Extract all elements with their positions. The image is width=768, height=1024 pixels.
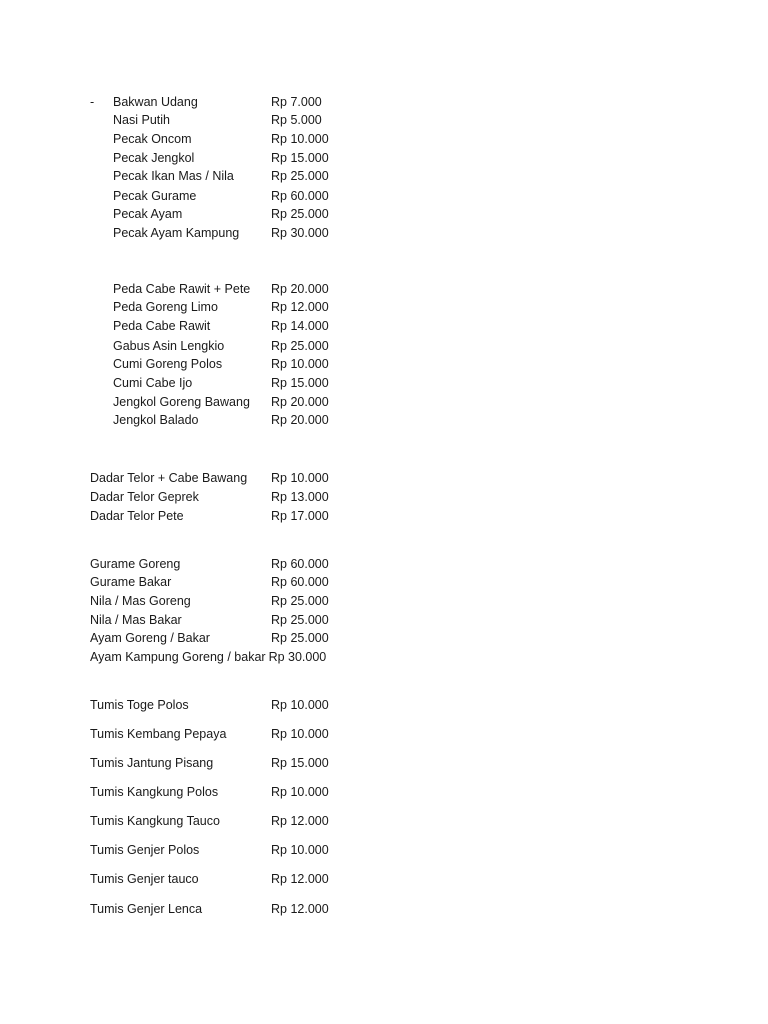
item-price: Rp 15.000 <box>271 756 329 770</box>
item-name: Nila / Mas Goreng <box>90 594 191 608</box>
item-name: Jengkol Goreng Bawang <box>113 395 250 409</box>
item-name: Tumis Genjer Lenca <box>90 902 203 916</box>
item-price: Rp 10.000 <box>271 698 329 712</box>
item-price: Rp 15.000 <box>271 151 329 165</box>
item-name: Pecak Jengkol <box>113 151 195 165</box>
item-name: Pecak Ayam <box>113 207 183 221</box>
item-price: Rp 15.000 <box>271 376 329 390</box>
item-name: Peda Cabe Rawit <box>113 319 211 333</box>
item-name: Tumis Genjer tauco <box>90 872 199 886</box>
item-price: Rp 60.000 <box>271 189 329 203</box>
item-price: Rp 25.000 <box>271 207 329 221</box>
item-name: Nasi Putih <box>113 113 170 127</box>
item-price: Rp 20.000 <box>271 395 329 409</box>
item-name: Ayam Kampung Goreng / bakar <box>90 650 266 664</box>
item-name: Tumis Kangkung Tauco <box>90 814 220 828</box>
item-price: Rp 12.000 <box>271 902 329 916</box>
item-price: Rp 10.000 <box>271 727 329 741</box>
item-price: Rp 30.000 <box>268 650 327 664</box>
item-name: Tumis Toge Polos <box>90 698 189 712</box>
item-name: Nila / Mas Bakar <box>90 613 182 627</box>
item-name: Peda Cabe Rawit + Pete <box>113 282 251 296</box>
item-price: Rp 12.000 <box>271 300 329 314</box>
item-price: Rp 20.000 <box>271 413 329 427</box>
item-name: Dadar Telor Geprek <box>90 490 199 504</box>
menu-item <box>90 648 326 666</box>
item-price: Rp 10.000 <box>271 843 329 857</box>
item-name: Bakwan Udang <box>113 95 198 109</box>
list-bullet: - <box>90 95 95 109</box>
item-price: Rp 25.000 <box>271 339 329 353</box>
item-price: Rp 14.000 <box>271 319 329 333</box>
item-name: Pecak Gurame <box>113 189 197 203</box>
item-name: Gurame Bakar <box>90 575 172 589</box>
item-name: Ayam Goreng / Bakar <box>90 631 210 645</box>
item-price: Rp 7.000 <box>271 95 322 109</box>
item-name: Tumis Genjer Polos <box>90 843 200 857</box>
item-price: Rp 60.000 <box>271 557 329 571</box>
item-name: Pecak Oncom <box>113 132 192 146</box>
item-price: Rp 10.000 <box>271 357 329 371</box>
item-name: Tumis Kangkung Polos <box>90 785 219 799</box>
item-price: Rp 13.000 <box>271 490 329 504</box>
item-price: Rp 20.000 <box>271 282 329 296</box>
item-price: Rp 30.000 <box>271 226 329 240</box>
item-name: Tumis Jantung Pisang <box>90 756 214 770</box>
item-price: Rp 12.000 <box>271 872 329 886</box>
item-price: Rp 10.000 <box>271 132 329 146</box>
item-name: Peda Goreng Limo <box>113 300 218 314</box>
item-name: Dadar Telor Pete <box>90 509 184 523</box>
item-name: Jengkol Balado <box>113 413 199 427</box>
item-price: Rp 25.000 <box>271 594 329 608</box>
item-name: Dadar Telor + Cabe Bawang <box>90 471 248 485</box>
item-name: Cumi Goreng Polos <box>113 357 223 371</box>
item-name: Pecak Ayam Kampung <box>113 226 240 240</box>
item-price: Rp 25.000 <box>271 613 329 627</box>
item-name: Gurame Goreng <box>90 557 181 571</box>
item-price: Rp 10.000 <box>271 785 329 799</box>
item-name: Gabus Asin Lengkio <box>113 339 225 353</box>
item-price: Rp 25.000 <box>271 631 329 645</box>
item-price: Rp 17.000 <box>271 509 329 523</box>
item-name: Pecak Ikan Mas / Nila <box>113 169 234 183</box>
item-price: Rp 60.000 <box>271 575 329 589</box>
item-name: Tumis Kembang Pepaya <box>90 727 227 741</box>
item-price: Rp 25.000 <box>271 169 329 183</box>
item-price: Rp 5.000 <box>271 113 322 127</box>
item-price: Rp 10.000 <box>271 471 329 485</box>
item-name: Cumi Cabe Ijo <box>113 376 193 390</box>
item-price: Rp 12.000 <box>271 814 329 828</box>
